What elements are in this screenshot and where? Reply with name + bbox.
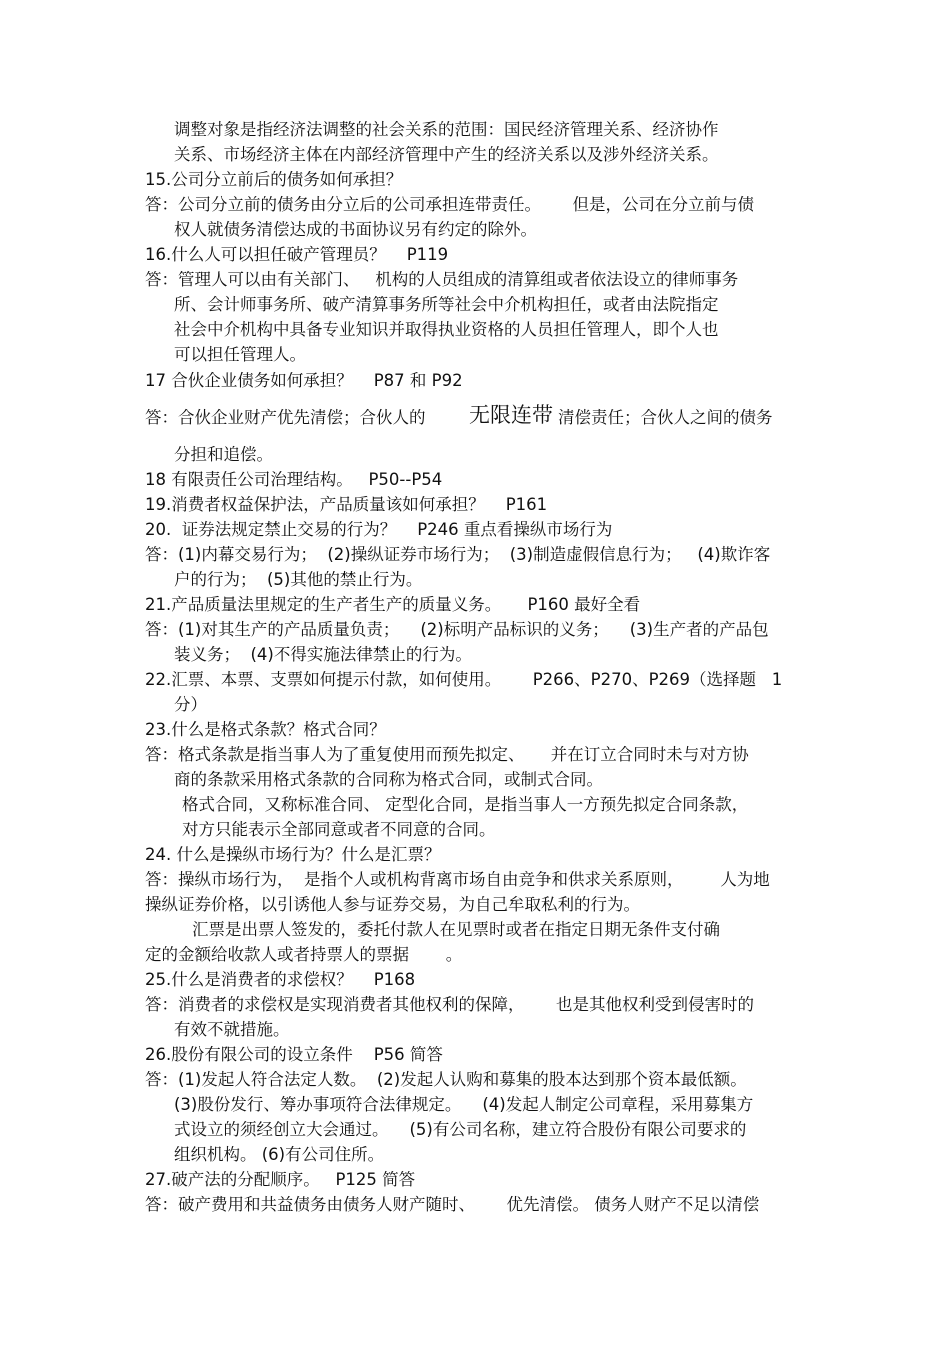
question-heading: 20. 证券法规定禁止交易的行为？ P246 重点看操纵市场行为 xyxy=(145,520,613,539)
text-line: 定的金额给收款人或者持票人的票据 。 xyxy=(145,945,463,964)
answer-line: 答：破产费用和共益债务由债务人财产随时、 优先清偿。 债务人财产不足以清偿 xyxy=(145,1195,760,1214)
text-line: 分担和追偿。 xyxy=(174,445,273,464)
text-line: 权人就债务清偿达成的书面协议另有约定的除外。 xyxy=(174,220,537,239)
question-heading: 27.破产法的分配顺序。 P125 简答 xyxy=(145,1170,416,1189)
question-heading: 22.汇票、本票、支票如何提示付款，如何使用。 P266、P270、P269（选择题 1 xyxy=(145,670,783,689)
text-line: 操纵证券价格，以引诱他人参与证券交易，为自己牟取私利的行为。 xyxy=(145,895,640,914)
question-heading: 17 合伙企业债务如何承担？ P87 和 P92 xyxy=(145,371,463,390)
question-heading: 24. 什么是操纵市场行为？什么是汇票？ xyxy=(145,845,441,864)
text-line: 商的条款采用格式条款的合同称为格式合同，或制式合同。 xyxy=(174,770,603,789)
answer-line: 答：操纵市场行为， 是指个人或机构背离市场自由竞争和供求关系原则， 人为地 xyxy=(145,870,770,889)
answer-line: 答：合伙企业财产优先清偿；合伙人的 xyxy=(145,408,426,427)
text-line: 有效不就措施。 xyxy=(174,1020,290,1039)
answer-line: 答：管理人可以由有关部门、 机构的人员组成的清算组或者依法设立的律师事务 xyxy=(145,270,739,289)
text-line: 社会中介机构中具备专业知识并取得执业资格的人员担任管理人，即个人也 xyxy=(174,320,719,339)
question-heading: 18 有限责任公司治理结构。 P50--P54 xyxy=(145,470,443,489)
text-line: 关系、市场经济主体在内部经济管理中产生的经济关系以及涉外经济关系。 xyxy=(174,145,719,164)
question-heading: 19.消费者权益保护法，产品质量该如何承担？ P161 xyxy=(145,495,548,514)
answer-line: 答：格式条款是指当事人为了重复使用而预先拟定、 并在订立合同时未与对方协 xyxy=(145,745,749,764)
answer-line: 答：(1)内幕交易行为； (2)操纵证券市场行为； (3)制造虚假信息行为； (4)欺诈客 xyxy=(145,545,771,564)
text-line: 可以担任管理人。 xyxy=(174,345,306,364)
answer-line: 答：公司分立前的债务由分立后的公司承担连带责任。 但是，公司在分立前与债 xyxy=(145,195,754,214)
question-heading: 16.什么人可以担任破产管理员？ P119 xyxy=(145,245,449,264)
question-heading: 26.股份有限公司的设立条件 P56 简答 xyxy=(145,1045,443,1064)
emphasis-text: 无限连带 xyxy=(469,403,553,427)
text-line: 户的行为； (5)其他的禁止行为。 xyxy=(174,570,423,589)
text-line: 分） xyxy=(174,695,207,714)
answer-line: 答：(1)对其生产的产品质量负责； (2)标明产品标识的义务； (3)生产者的产品包 xyxy=(145,620,769,639)
text-line: 所、会计师事务所、破产清算事务所等社会中介机构担任，或者由法院指定 xyxy=(174,295,719,314)
text-line: 清偿责任；合伙人之间的债务 xyxy=(558,408,773,427)
text-line: 装义务； (4)不得实施法律禁止的行为。 xyxy=(174,645,472,664)
text-line: 汇票是出票人签发的，委托付款人在见票时或者在指定日期无条件支付确 xyxy=(192,920,720,939)
question-heading: 23.什么是格式条款？格式合同？ xyxy=(145,720,386,739)
text-line: 对方只能表示全部同意或者不同意的合同。 xyxy=(182,820,496,839)
answer-line: 答：(1)发起人符合法定人数。 (2)发起人认购和募集的股本达到那个资本最低额。 xyxy=(145,1070,747,1089)
question-heading: 25.什么是消费者的求偿权？ P168 xyxy=(145,970,416,989)
text-line: 调整对象是指经济法调整的社会关系的范围：国民经济管理关系、经济协作 xyxy=(174,120,719,139)
text-line: (3)股份发行、筹办事项符合法律规定。 (4)发起人制定公司章程，采用募集方 xyxy=(174,1095,754,1114)
question-heading: 21.产品质量法里规定的生产者生产的质量义务。 P160 最好全看 xyxy=(145,595,641,614)
text-line: 格式合同，又称标准合同、 定型化合同，是指当事人一方预先拟定合同条款， xyxy=(182,795,749,814)
text-line: 式设立的须经创立大会通过。 (5)有公司名称，建立符合股份有限公司要求的 xyxy=(174,1120,747,1139)
question-heading: 15.公司分立前后的债务如何承担？ xyxy=(145,170,403,189)
text-line: 组织机构。 (6)有公司住所。 xyxy=(174,1145,385,1164)
answer-line: 答：消费者的求偿权是实现消费者其他权利的保障， 也是其他权利受到侵害时的 xyxy=(145,995,754,1014)
